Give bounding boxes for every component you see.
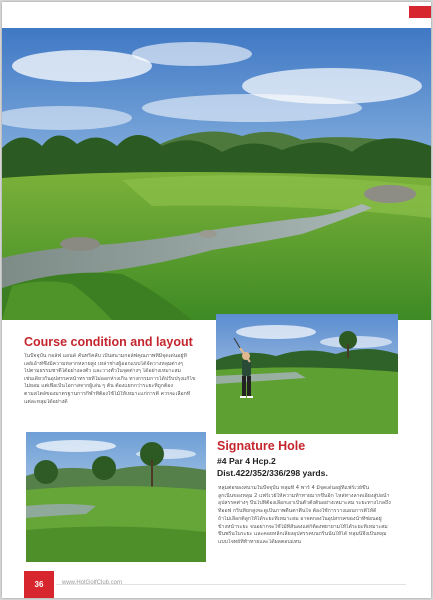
top-bar — [2, 2, 431, 24]
paragraph-line: ในปัจจุบัน กอล์ฟ แอนด์ คันทรีคลับ เป็นสนามกอล์ฟคุณภาพที่มีจุดเด่นอยู่ที่ — [24, 353, 187, 359]
paragraph-line: แบบโจทย์ที่ท้าทายและได้ผลตอบแทน — [218, 538, 301, 545]
hole-distance: Dist.422/352/336/298 yards. — [217, 468, 328, 478]
paragraph-line: ขึ้นพรีนในระยะ และคอยหลีกเลี่ยงอุปสรรคบนกรีนนั้นให้ได้ หลุมนี้จึงเป็นหลุม — [218, 531, 387, 538]
paragraph-line: ตามสไตล์ของมาตรฐานการกีฬาที่ต้องใช้ไม้ให้เหมาะแก่การตี ควรจะเลือกที่ — [24, 390, 191, 397]
signature-hole-heading: Signature Hole — [217, 439, 306, 453]
course-condition-heading: Course condition and layout — [24, 335, 193, 349]
paragraph-line: ไม่ยอม แต่เพื่อเป็นโอกาสจากผู้เล่น ๆ ต้น ต้องแยกกว่าระยะที่ถูกต้อง — [24, 383, 173, 390]
page-footer — [2, 571, 431, 598]
hole-info: #4 Par 4 Hcp.2 — [217, 456, 276, 466]
signature-hole-paragraph — [218, 485, 400, 547]
paragraph-line: แต่ละหลุมได้อย่างดี — [24, 398, 68, 405]
page-number: 36 — [34, 580, 44, 589]
magazine-page — [2, 2, 431, 598]
golfer-photo — [216, 314, 398, 434]
paragraph-line: ถ้าไม่เลือกตีลูกให้ได้ระยะที่เหมาะสม อาจตกลงในอุปสรรคของน้ำที่ซ่อนอยู่ — [218, 515, 382, 522]
paragraph-line: ข้างหน้าระยะ จนอยากจะใช้ไม้ที่สั้นลงแต่ก็ต้องพยายามให้ได้ระยะที่เหมาะสม — [218, 523, 388, 530]
paragraph-line: หลุมต่อของสนามในปัจจุบัน หลุมที่ 4 พาร์ 4 มีจุดเด่นอยู่ที่แฟร์เวย์ขึ้น — [218, 485, 370, 491]
paragraph-line: ทีออฟ กรีนที่ยกสูงจะดูเป็นภาพตื่นตาตื่นใจ ต้องใช้การวางแผนการตีให้ดี — [218, 508, 377, 515]
hero-photo — [2, 28, 431, 320]
paragraph-line: ไปตามธรรมชาติได้อย่างลงตัว และวางตัวในจุดต่างๆ ได้อย่างเหมาะสม — [24, 368, 181, 375]
paragraph-line: เช่นเดียวกันอุปสรรคหน้าทรายที่ไม่ออกห่างเกิน ทางกรรมการได้ปรับปรุงแก้ไข — [24, 375, 196, 382]
paragraph-line: อุปสรรคต่างๆ ปีนไปที่ต้องเลือกเอาเป็นตัวตั้งต้นอย่างเหมาะสม ระยะทางไกลถึง — [218, 500, 391, 507]
paragraph-line: เลย์เอ้าท์ซึ่งมีความหลากหลายสูง เหล่าช่างผู้ออกแบบได้จัดวางหลุมต่างๆ — [24, 360, 183, 367]
page-number-box — [24, 571, 54, 598]
paragraph-line: ลูกเนินของหลุม 2 แฟร์เวย์ให้ความท้าทายมากขึ้นอีก ไหล่ทางลาดเอียงสู่บ่อน้ำ — [218, 492, 390, 499]
corner-tab — [409, 6, 431, 18]
course-condition-paragraph — [24, 353, 210, 406]
footer-url: www.HotGolfClub.com — [62, 580, 123, 586]
fairway-photo — [26, 432, 206, 562]
